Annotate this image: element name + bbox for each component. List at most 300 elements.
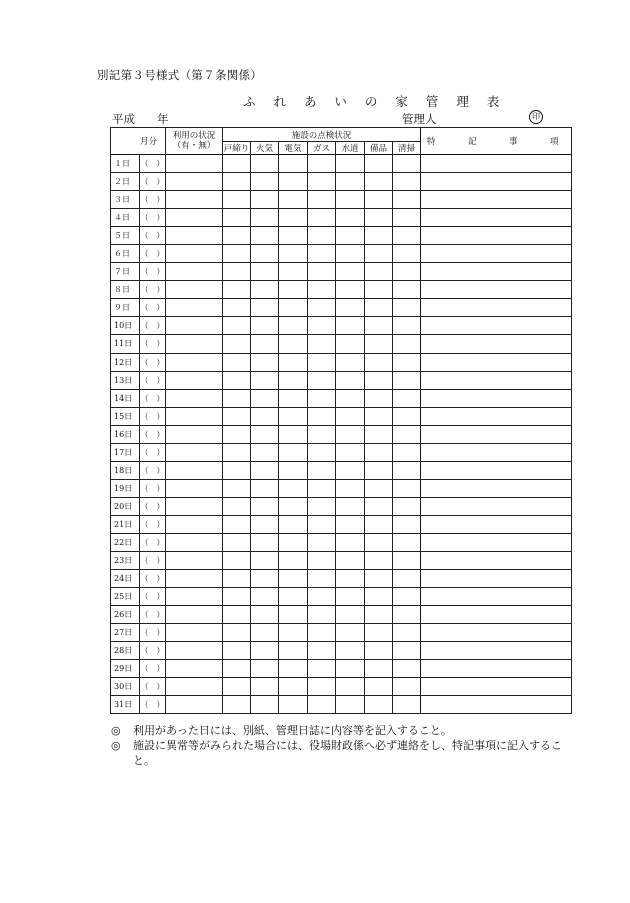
remarks-cell[interactable] <box>421 353 572 371</box>
inspection-cell[interactable] <box>223 497 251 515</box>
inspection-cell[interactable] <box>251 678 279 696</box>
inspection-cell[interactable] <box>365 696 393 714</box>
inspection-cell[interactable] <box>365 479 393 497</box>
inspection-cell[interactable] <box>393 552 421 570</box>
remarks-cell[interactable] <box>421 461 572 479</box>
inspection-cell[interactable] <box>393 155 421 173</box>
inspection-cell[interactable] <box>365 570 393 588</box>
inspection-cell[interactable] <box>393 443 421 461</box>
inspection-cell[interactable] <box>336 281 365 299</box>
inspection-cell[interactable] <box>251 624 279 642</box>
inspection-cell[interactable] <box>308 624 336 642</box>
weekday-field[interactable]: （ ） <box>140 155 166 173</box>
inspection-cell[interactable] <box>393 191 421 209</box>
inspection-cell[interactable] <box>223 317 251 335</box>
inspection-cell[interactable] <box>365 245 393 263</box>
weekday-field[interactable]: （ ） <box>140 281 166 299</box>
inspection-cell[interactable] <box>308 263 336 281</box>
inspection-cell[interactable] <box>251 696 279 714</box>
weekday-field[interactable]: （ ） <box>140 497 166 515</box>
inspection-cell[interactable] <box>336 425 365 443</box>
inspection-cell[interactable] <box>308 281 336 299</box>
inspection-cell[interactable] <box>336 317 365 335</box>
weekday-field[interactable]: （ ） <box>140 209 166 227</box>
usage-cell[interactable] <box>166 606 223 624</box>
inspection-cell[interactable] <box>393 317 421 335</box>
remarks-cell[interactable] <box>421 515 572 533</box>
inspection-cell[interactable] <box>251 209 279 227</box>
inspection-cell[interactable] <box>336 407 365 425</box>
remarks-cell[interactable] <box>421 209 572 227</box>
inspection-cell[interactable] <box>393 407 421 425</box>
inspection-cell[interactable] <box>279 515 308 533</box>
inspection-cell[interactable] <box>365 552 393 570</box>
inspection-cell[interactable] <box>223 209 251 227</box>
weekday-field[interactable]: （ ） <box>140 299 166 317</box>
inspection-cell[interactable] <box>365 461 393 479</box>
inspection-cell[interactable] <box>223 660 251 678</box>
inspection-cell[interactable] <box>336 552 365 570</box>
usage-cell[interactable] <box>166 299 223 317</box>
inspection-cell[interactable] <box>279 299 308 317</box>
weekday-field[interactable]: （ ） <box>140 443 166 461</box>
weekday-field[interactable]: （ ） <box>140 227 166 245</box>
inspection-cell[interactable] <box>223 678 251 696</box>
weekday-field[interactable]: （ ） <box>140 245 166 263</box>
inspection-cell[interactable] <box>336 371 365 389</box>
inspection-cell[interactable] <box>308 155 336 173</box>
weekday-field[interactable]: （ ） <box>140 570 166 588</box>
inspection-cell[interactable] <box>336 570 365 588</box>
inspection-cell[interactable] <box>365 389 393 407</box>
inspection-cell[interactable] <box>279 173 308 191</box>
inspection-cell[interactable] <box>308 479 336 497</box>
weekday-field[interactable]: （ ） <box>140 317 166 335</box>
inspection-cell[interactable] <box>336 624 365 642</box>
inspection-cell[interactable] <box>223 245 251 263</box>
inspection-cell[interactable] <box>279 425 308 443</box>
usage-cell[interactable] <box>166 497 223 515</box>
inspection-cell[interactable] <box>336 335 365 353</box>
remarks-cell[interactable] <box>421 570 572 588</box>
inspection-cell[interactable] <box>365 155 393 173</box>
inspection-cell[interactable] <box>279 353 308 371</box>
inspection-cell[interactable] <box>365 317 393 335</box>
inspection-cell[interactable] <box>336 461 365 479</box>
inspection-cell[interactable] <box>223 479 251 497</box>
weekday-field[interactable]: （ ） <box>140 696 166 714</box>
inspection-cell[interactable] <box>336 678 365 696</box>
inspection-cell[interactable] <box>336 155 365 173</box>
inspection-cell[interactable] <box>393 642 421 660</box>
inspection-cell[interactable] <box>251 155 279 173</box>
inspection-cell[interactable] <box>365 660 393 678</box>
inspection-cell[interactable] <box>393 660 421 678</box>
inspection-cell[interactable] <box>223 281 251 299</box>
usage-cell[interactable] <box>166 191 223 209</box>
remarks-cell[interactable] <box>421 660 572 678</box>
inspection-cell[interactable] <box>308 570 336 588</box>
remarks-cell[interactable] <box>421 624 572 642</box>
inspection-cell[interactable] <box>365 335 393 353</box>
inspection-cell[interactable] <box>279 588 308 606</box>
inspection-cell[interactable] <box>308 461 336 479</box>
inspection-cell[interactable] <box>308 533 336 551</box>
inspection-cell[interactable] <box>393 696 421 714</box>
usage-cell[interactable] <box>166 479 223 497</box>
weekday-field[interactable]: （ ） <box>140 263 166 281</box>
usage-cell[interactable] <box>166 227 223 245</box>
remarks-cell[interactable] <box>421 678 572 696</box>
inspection-cell[interactable] <box>336 660 365 678</box>
inspection-cell[interactable] <box>223 570 251 588</box>
inspection-cell[interactable] <box>308 660 336 678</box>
usage-cell[interactable] <box>166 389 223 407</box>
inspection-cell[interactable] <box>393 479 421 497</box>
inspection-cell[interactable] <box>393 335 421 353</box>
inspection-cell[interactable] <box>279 155 308 173</box>
inspection-cell[interactable] <box>336 227 365 245</box>
inspection-cell[interactable] <box>223 515 251 533</box>
inspection-cell[interactable] <box>223 425 251 443</box>
inspection-cell[interactable] <box>251 606 279 624</box>
inspection-cell[interactable] <box>393 570 421 588</box>
remarks-cell[interactable] <box>421 696 572 714</box>
inspection-cell[interactable] <box>393 606 421 624</box>
inspection-cell[interactable] <box>279 371 308 389</box>
inspection-cell[interactable] <box>308 389 336 407</box>
usage-cell[interactable] <box>166 335 223 353</box>
inspection-cell[interactable] <box>308 552 336 570</box>
inspection-cell[interactable] <box>223 606 251 624</box>
inspection-cell[interactable] <box>365 624 393 642</box>
inspection-cell[interactable] <box>365 371 393 389</box>
inspection-cell[interactable] <box>251 533 279 551</box>
inspection-cell[interactable] <box>336 209 365 227</box>
weekday-field[interactable]: （ ） <box>140 642 166 660</box>
inspection-cell[interactable] <box>365 191 393 209</box>
inspection-cell[interactable] <box>365 533 393 551</box>
usage-cell[interactable] <box>166 570 223 588</box>
remarks-cell[interactable] <box>421 155 572 173</box>
inspection-cell[interactable] <box>365 443 393 461</box>
inspection-cell[interactable] <box>336 515 365 533</box>
inspection-cell[interactable] <box>279 209 308 227</box>
inspection-cell[interactable] <box>279 696 308 714</box>
inspection-cell[interactable] <box>251 317 279 335</box>
inspection-cell[interactable] <box>308 353 336 371</box>
remarks-cell[interactable] <box>421 317 572 335</box>
usage-cell[interactable] <box>166 173 223 191</box>
inspection-cell[interactable] <box>336 389 365 407</box>
inspection-cell[interactable] <box>365 606 393 624</box>
inspection-cell[interactable] <box>393 173 421 191</box>
inspection-cell[interactable] <box>223 461 251 479</box>
inspection-cell[interactable] <box>365 678 393 696</box>
inspection-cell[interactable] <box>279 570 308 588</box>
inspection-cell[interactable] <box>365 173 393 191</box>
usage-cell[interactable] <box>166 353 223 371</box>
usage-cell[interactable] <box>166 678 223 696</box>
usage-cell[interactable] <box>166 642 223 660</box>
inspection-cell[interactable] <box>251 461 279 479</box>
inspection-cell[interactable] <box>365 353 393 371</box>
usage-cell[interactable] <box>166 696 223 714</box>
inspection-cell[interactable] <box>365 299 393 317</box>
inspection-cell[interactable] <box>365 425 393 443</box>
inspection-cell[interactable] <box>336 588 365 606</box>
inspection-cell[interactable] <box>279 281 308 299</box>
inspection-cell[interactable] <box>393 515 421 533</box>
inspection-cell[interactable] <box>251 281 279 299</box>
inspection-cell[interactable] <box>223 173 251 191</box>
inspection-cell[interactable] <box>279 624 308 642</box>
inspection-cell[interactable] <box>279 263 308 281</box>
inspection-cell[interactable] <box>308 371 336 389</box>
inspection-cell[interactable] <box>279 443 308 461</box>
remarks-cell[interactable] <box>421 245 572 263</box>
inspection-cell[interactable] <box>393 209 421 227</box>
inspection-cell[interactable] <box>393 389 421 407</box>
inspection-cell[interactable] <box>336 191 365 209</box>
inspection-cell[interactable] <box>393 353 421 371</box>
inspection-cell[interactable] <box>393 461 421 479</box>
inspection-cell[interactable] <box>279 660 308 678</box>
inspection-cell[interactable] <box>365 497 393 515</box>
inspection-cell[interactable] <box>251 660 279 678</box>
remarks-cell[interactable] <box>421 299 572 317</box>
inspection-cell[interactable] <box>308 678 336 696</box>
remarks-cell[interactable] <box>421 606 572 624</box>
inspection-cell[interactable] <box>365 515 393 533</box>
inspection-cell[interactable] <box>279 552 308 570</box>
weekday-field[interactable]: （ ） <box>140 533 166 551</box>
remarks-cell[interactable] <box>421 389 572 407</box>
weekday-field[interactable]: （ ） <box>140 588 166 606</box>
inspection-cell[interactable] <box>251 173 279 191</box>
inspection-cell[interactable] <box>223 227 251 245</box>
inspection-cell[interactable] <box>223 299 251 317</box>
inspection-cell[interactable] <box>336 263 365 281</box>
inspection-cell[interactable] <box>279 533 308 551</box>
inspection-cell[interactable] <box>251 479 279 497</box>
inspection-cell[interactable] <box>393 371 421 389</box>
weekday-field[interactable]: （ ） <box>140 335 166 353</box>
weekday-field[interactable]: （ ） <box>140 515 166 533</box>
inspection-cell[interactable] <box>251 371 279 389</box>
inspection-cell[interactable] <box>279 317 308 335</box>
inspection-cell[interactable] <box>223 552 251 570</box>
inspection-cell[interactable] <box>251 335 279 353</box>
inspection-cell[interactable] <box>308 407 336 425</box>
usage-cell[interactable] <box>166 515 223 533</box>
usage-cell[interactable] <box>166 552 223 570</box>
usage-cell[interactable] <box>166 624 223 642</box>
inspection-cell[interactable] <box>251 515 279 533</box>
weekday-field[interactable]: （ ） <box>140 353 166 371</box>
inspection-cell[interactable] <box>279 245 308 263</box>
inspection-cell[interactable] <box>279 407 308 425</box>
inspection-cell[interactable] <box>251 407 279 425</box>
inspection-cell[interactable] <box>308 588 336 606</box>
inspection-cell[interactable] <box>279 389 308 407</box>
inspection-cell[interactable] <box>279 678 308 696</box>
inspection-cell[interactable] <box>393 678 421 696</box>
weekday-field[interactable]: （ ） <box>140 624 166 642</box>
weekday-field[interactable]: （ ） <box>140 407 166 425</box>
inspection-cell[interactable] <box>223 407 251 425</box>
inspection-cell[interactable] <box>308 245 336 263</box>
remarks-cell[interactable] <box>421 552 572 570</box>
usage-cell[interactable] <box>166 371 223 389</box>
weekday-field[interactable]: （ ） <box>140 191 166 209</box>
usage-cell[interactable] <box>166 425 223 443</box>
inspection-cell[interactable] <box>279 479 308 497</box>
inspection-cell[interactable] <box>393 425 421 443</box>
inspection-cell[interactable] <box>251 263 279 281</box>
inspection-cell[interactable] <box>251 299 279 317</box>
inspection-cell[interactable] <box>336 173 365 191</box>
inspection-cell[interactable] <box>393 263 421 281</box>
inspection-cell[interactable] <box>223 389 251 407</box>
weekday-field[interactable]: （ ） <box>140 389 166 407</box>
inspection-cell[interactable] <box>223 263 251 281</box>
inspection-cell[interactable] <box>393 299 421 317</box>
inspection-cell[interactable] <box>308 497 336 515</box>
inspection-cell[interactable] <box>336 299 365 317</box>
remarks-cell[interactable] <box>421 173 572 191</box>
weekday-field[interactable]: （ ） <box>140 173 166 191</box>
inspection-cell[interactable] <box>279 497 308 515</box>
inspection-cell[interactable] <box>336 533 365 551</box>
inspection-cell[interactable] <box>279 335 308 353</box>
usage-cell[interactable] <box>166 281 223 299</box>
inspection-cell[interactable] <box>393 245 421 263</box>
inspection-cell[interactable] <box>251 552 279 570</box>
inspection-cell[interactable] <box>393 533 421 551</box>
inspection-cell[interactable] <box>365 209 393 227</box>
inspection-cell[interactable] <box>336 642 365 660</box>
remarks-cell[interactable] <box>421 588 572 606</box>
inspection-cell[interactable] <box>393 497 421 515</box>
inspection-cell[interactable] <box>223 335 251 353</box>
inspection-cell[interactable] <box>308 642 336 660</box>
inspection-cell[interactable] <box>365 227 393 245</box>
inspection-cell[interactable] <box>279 642 308 660</box>
inspection-cell[interactable] <box>251 245 279 263</box>
inspection-cell[interactable] <box>393 227 421 245</box>
inspection-cell[interactable] <box>308 606 336 624</box>
inspection-cell[interactable] <box>308 696 336 714</box>
inspection-cell[interactable] <box>365 407 393 425</box>
remarks-cell[interactable] <box>421 281 572 299</box>
usage-cell[interactable] <box>166 461 223 479</box>
remarks-cell[interactable] <box>421 642 572 660</box>
inspection-cell[interactable] <box>365 642 393 660</box>
inspection-cell[interactable] <box>308 209 336 227</box>
remarks-cell[interactable] <box>421 479 572 497</box>
inspection-cell[interactable] <box>251 389 279 407</box>
inspection-cell[interactable] <box>308 335 336 353</box>
inspection-cell[interactable] <box>251 227 279 245</box>
remarks-cell[interactable] <box>421 263 572 281</box>
remarks-cell[interactable] <box>421 443 572 461</box>
inspection-cell[interactable] <box>223 588 251 606</box>
inspection-cell[interactable] <box>251 497 279 515</box>
inspection-cell[interactable] <box>223 155 251 173</box>
inspection-cell[interactable] <box>251 443 279 461</box>
inspection-cell[interactable] <box>223 642 251 660</box>
inspection-cell[interactable] <box>308 299 336 317</box>
inspection-cell[interactable] <box>279 191 308 209</box>
remarks-cell[interactable] <box>421 533 572 551</box>
inspection-cell[interactable] <box>223 443 251 461</box>
remarks-cell[interactable] <box>421 425 572 443</box>
usage-cell[interactable] <box>166 588 223 606</box>
inspection-cell[interactable] <box>223 696 251 714</box>
weekday-field[interactable]: （ ） <box>140 678 166 696</box>
remarks-cell[interactable] <box>421 407 572 425</box>
inspection-cell[interactable] <box>223 533 251 551</box>
inspection-cell[interactable] <box>336 443 365 461</box>
weekday-field[interactable]: （ ） <box>140 461 166 479</box>
inspection-cell[interactable] <box>251 570 279 588</box>
weekday-field[interactable]: （ ） <box>140 479 166 497</box>
remarks-cell[interactable] <box>421 335 572 353</box>
inspection-cell[interactable] <box>251 191 279 209</box>
inspection-cell[interactable] <box>308 425 336 443</box>
usage-cell[interactable] <box>166 407 223 425</box>
inspection-cell[interactable] <box>336 696 365 714</box>
inspection-cell[interactable] <box>279 461 308 479</box>
remarks-cell[interactable] <box>421 227 572 245</box>
inspection-cell[interactable] <box>393 588 421 606</box>
remarks-cell[interactable] <box>421 371 572 389</box>
inspection-cell[interactable] <box>365 588 393 606</box>
weekday-field[interactable]: （ ） <box>140 371 166 389</box>
inspection-cell[interactable] <box>223 624 251 642</box>
inspection-cell[interactable] <box>365 263 393 281</box>
inspection-cell[interactable] <box>308 443 336 461</box>
inspection-cell[interactable] <box>279 227 308 245</box>
inspection-cell[interactable] <box>279 606 308 624</box>
inspection-cell[interactable] <box>336 245 365 263</box>
usage-cell[interactable] <box>166 209 223 227</box>
inspection-cell[interactable] <box>308 191 336 209</box>
inspection-cell[interactable] <box>393 281 421 299</box>
remarks-cell[interactable] <box>421 191 572 209</box>
inspection-cell[interactable] <box>251 642 279 660</box>
weekday-field[interactable]: （ ） <box>140 606 166 624</box>
inspection-cell[interactable] <box>308 227 336 245</box>
usage-cell[interactable] <box>166 443 223 461</box>
inspection-cell[interactable] <box>223 191 251 209</box>
inspection-cell[interactable] <box>251 588 279 606</box>
remarks-cell[interactable] <box>421 497 572 515</box>
weekday-field[interactable]: （ ） <box>140 552 166 570</box>
usage-cell[interactable] <box>166 155 223 173</box>
weekday-field[interactable]: （ ） <box>140 425 166 443</box>
weekday-field[interactable]: （ ） <box>140 660 166 678</box>
inspection-cell[interactable] <box>308 173 336 191</box>
inspection-cell[interactable] <box>336 606 365 624</box>
inspection-cell[interactable] <box>308 317 336 335</box>
inspection-cell[interactable] <box>393 624 421 642</box>
inspection-cell[interactable] <box>251 425 279 443</box>
inspection-cell[interactable] <box>336 479 365 497</box>
inspection-cell[interactable] <box>336 353 365 371</box>
inspection-cell[interactable] <box>223 371 251 389</box>
